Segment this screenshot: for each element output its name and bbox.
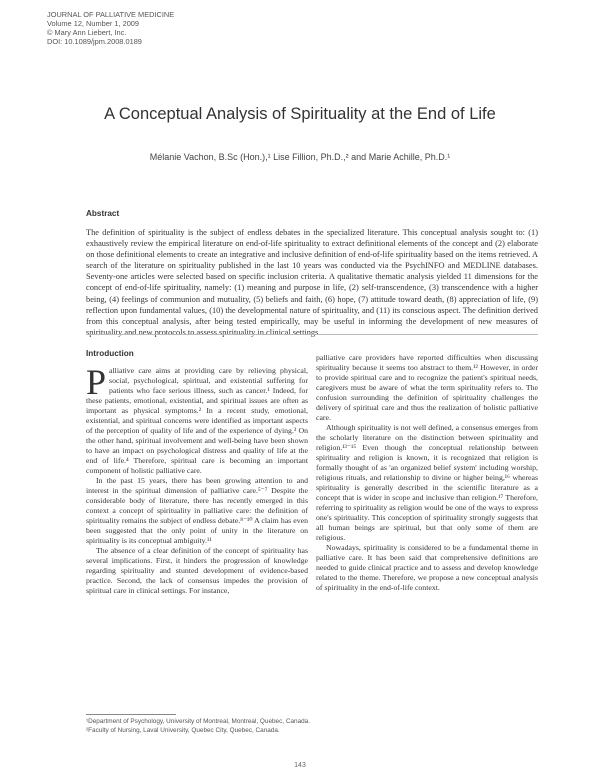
intro-paragraph-6: Nowadays, spirituality is considered to be a fundamental theme in palliative care. It has been said that comprehensive definitions are needed to guide clinical practice and to assess and develop knowledge related to the theme. Therefore, we propose a new conceptual analysis of spirituality in the end-of-life context. bbox=[316, 543, 538, 592]
intro-paragraph-2: In the past 15 years, there has been growing attention to and interest in the spiritual dimension of palliative care.⁵⁻⁷ Despite the considerable body of literature, there has recently emerged in this context a concept of spirituality in palliative care: the definition of spirituality remains the subject of endless debate.⁸⁻¹⁰ A claim has even been suggested that the only point of unity in the literature on spirituality is its conceptual ambiguity.¹¹ bbox=[86, 476, 308, 545]
abstract-divider bbox=[86, 334, 538, 335]
intro-paragraph-5: Although spirituality is not well defined, a consensus emerges from the scholarly literature on the distinction between spirituality and religion.¹³⁻¹⁵ Even though the conceptual relationship between spirituality and religion is known, it is recognized that religion is formally thought of as 'an organized belief system' including worship, religious rituals, and relationship to divine or higher being,¹⁶ whereas spirituality is generally described in the scientific literature as a concept that is wider in scope and inclusive than religion.¹⁷ Therefore, referring to spirituality as religion would be one of the ways to express one's spirituality. This conception of spirituality strongly suggests that all human beings are spiritual, but that only some of them are religious. bbox=[316, 423, 538, 542]
journal-header bbox=[47, 10, 267, 46]
journal-doi: DOI: 10.1089/jpm.2008.0189 bbox=[47, 37, 142, 46]
journal-volume: Volume 12, Number 1, 2009 bbox=[47, 19, 140, 28]
journal-publisher: © Mary Ann Liebert, Inc. bbox=[47, 28, 127, 37]
intro-paragraph-1-text: alliative care aims at providing care by relieving physical, social, psychological, spiritual, and existential suffering for patients who face serious illness, such as cancer.¹ Indeed, for these patients, emotional, existential, and spiritual issues are often as important as physical symptoms.² In a recent study, emotional, existential, and spiritual concerns were identified as important aspects of the perception of quality of life and of the experience of dying.³ On the other hand, spiritual involvement and well-being have been shown to have an impact on psychological distress and quality of life at the end of life.⁴ Therefore, spiritual care is becoming an important component of holistic palliative care. bbox=[86, 366, 308, 475]
abstract-text: The definition of spirituality is the subject of endless debates in the specialized literature. This conceptual analysis sought to: (1) exhaustively review the empirical literature on end-of-life spirituality to extract definitional elements of the concept and (2) elaborate on those definitional elements to create an integrative and inclusive definition of end-of-life spirituality based on the items retrieved. A search of the literature on spirituality published in the last 10 years was conducted via the PsychINFO and MEDLINE databases. Seventy-one articles were selected based on specific inclusion criteria. A qualitative thematic analysis yielded 11 dimensions for the concept of end-of-life spirituality, namely: (1) meaning and purpose in life, (2) self-transcendence, (3) transcendence with a higher being, (4) feelings of communion and mutuality, (5) beliefs and faith, (6) hope, (7) attitude toward death, (8) appreciation of life, (9) reflection upon fundamental values, (10) the developmental nature of spirituality, and (11) its conscious aspect. The definition derived from this conceptual analysis, after being tested empirically, may be useful in informing the development of new measures of spirituality and new protocols to assess spirituality in clinical settings. bbox=[86, 228, 538, 337]
intro-paragraph-4: palliative care providers have reported difficulties when discussing spirituality because it seems too abstract to them.¹² However, in order to provide spiritual care and to recognize the patient's spiritual needs, caregivers must be aware of what the term spirituality refers to. The confusion surrounding the definition of spirituality challenges the delivery of spiritual care and thus the realization of holistic palliative care. bbox=[316, 353, 538, 422]
affiliation-footnote-2: ²Faculty of Nursing, Laval University, Quebec City, Quebec, Canada. bbox=[86, 726, 280, 734]
drop-cap: P bbox=[86, 366, 107, 402]
left-column bbox=[86, 366, 308, 706]
footnotes bbox=[86, 718, 538, 735]
paper-title: A Conceptual Analysis of Spirituality at the End of Life bbox=[104, 105, 496, 123]
introduction-heading: Introduction bbox=[86, 349, 134, 358]
intro-paragraph bbox=[86, 366, 308, 476]
intro-paragraph-3: The absence of a clear definition of the concept of spirituality has several implications. First, it hinders the progression of knowledge regarding spirituality and stunted development of evidence-based practice. Second, the lack of consensus impedes the provision of spiritual care in clinical settings. For instance, bbox=[86, 546, 308, 595]
right-column bbox=[316, 353, 538, 707]
abstract-heading: Abstract bbox=[86, 209, 120, 218]
journal-name: JOURNAL OF PALLIATIVE MEDICINE bbox=[47, 10, 175, 19]
author-list: Mélanie Vachon, B.Sc (Hon.),¹ Lise Fillion, Ph.D.,² and Marie Achille, Ph.D.¹ bbox=[149, 152, 451, 162]
page-number: 143 bbox=[294, 762, 306, 769]
affiliation-footnote-1: ¹Department of Psychology, University of Montreal, Montreal, Quebec, Canada. bbox=[86, 718, 311, 725]
footnote-divider bbox=[86, 714, 176, 715]
